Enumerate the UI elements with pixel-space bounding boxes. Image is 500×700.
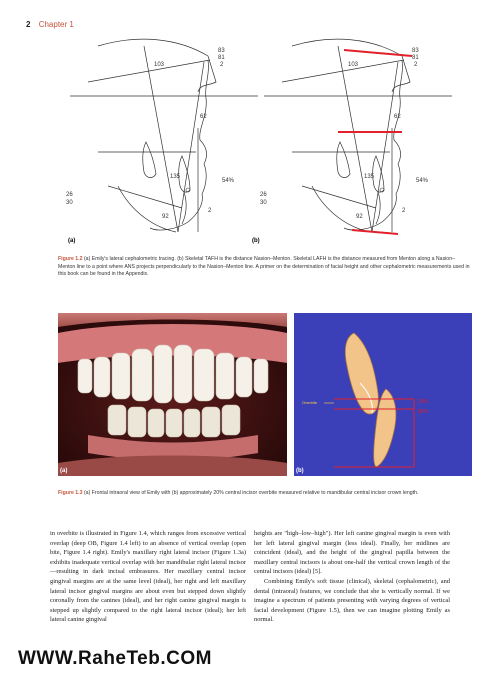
- body-paragraph: Combining Emily's soft tissue (clinical), skeletal (cephalometric), and dental (intraoral) features, we conclude that she is vertically normal. If we imagine a spectrum of patients presenting with varying degrees of vertical facial development (Figure 1.5), then we can imagine plotting Emily as normal.: [254, 577, 450, 624]
- val-26-label: 26: [260, 192, 267, 198]
- figure-1-3-label: Figure 1.3: [58, 490, 83, 496]
- angle-135-label: 135: [170, 174, 181, 180]
- cephalometric-tracing-a: [58, 36, 258, 246]
- frac-2-label: 2: [220, 62, 224, 68]
- panel-letter-a: (a): [68, 238, 76, 244]
- val-92-label: 92: [162, 214, 169, 220]
- body-paragraph: heights are "high–low–high"). Her left canine gingival margin is even with her left lateral gingival margin (less ideal). Finally, her midlines are coincident (ideal), and the height of the gingival papilla between the maxillary central incisors is about one-half the vertical crown length of the central incisors (ideal) [5].: [254, 530, 450, 576]
- panel-letter-photo: (a): [60, 468, 68, 474]
- figure-1-2-caption: [58, 256, 472, 279]
- percent-label: 54%: [416, 178, 429, 184]
- figure-1-3-caption: [58, 490, 472, 498]
- angle-103-label: 103: [154, 62, 165, 68]
- panel-letter-diagram: (b): [296, 468, 304, 474]
- cephalometric-tracing-b: [252, 36, 452, 246]
- val-92-label: 92: [356, 214, 363, 220]
- frac-83-label: 83: [412, 48, 419, 54]
- small-2-label: 2: [208, 208, 212, 214]
- frac-81-label: 81: [218, 55, 225, 61]
- frac-81-label: 81: [412, 55, 419, 61]
- angle-62-label: 62: [394, 114, 401, 120]
- watermark: WWW.RaheTeb.COM: [18, 648, 212, 669]
- figure-1-2-label: Figure 1.2: [58, 256, 83, 262]
- panel-letter-b: (b): [252, 238, 260, 244]
- figure-1-3-text: (a) Frontal intraoral view of Emily with (b) approximately 20% central incisor overbite measured relative to mandibular central incisor crown length.: [82, 490, 419, 496]
- angle-103-label: 103: [348, 62, 359, 68]
- angle-135-label: 135: [364, 174, 375, 180]
- intraoral-photo: [58, 313, 287, 476]
- body-left-column: [50, 529, 246, 625]
- small-2-label: 2: [402, 208, 406, 214]
- facial-height-lines: [338, 50, 412, 234]
- percent-label: 54%: [222, 178, 235, 184]
- figure-1-2-text: (a) Emily's lateral cephalometric tracing. (b) Skeletal TAFH is the distance Nasion–Menton. Skeletal LAFH is the distance measured from Menton along a Nasion–Menton line to a point where ANS projects perpendicularly to the Nasion–Menton line. A primer on the determination of facial height and other cephalometric measurements used in this book can be found in the Appendix.: [58, 256, 470, 277]
- body-right-column: [254, 529, 450, 625]
- overbite-20-label: 20%: [418, 399, 429, 405]
- chapter-title: Chapter 1: [38, 20, 74, 29]
- incisor-overbite-diagram: [294, 313, 472, 476]
- overbite-label: Overbite: [302, 400, 318, 405]
- body-paragraph: in overbite is illustrated in Figure 1.4, which ranges from excessive vertical overlap (deep OB, Figure 1.4 left) to an absence of vertical overlap (open bite, Figure 1.4 right). Emily's maxillary right lateral incisor (Figure 1.3a) exhibits inadequate vertical overlap with her mandibular right lateral incisor—resulting in dark incisal embrasures. Her maxillary central incisor gingival margins are at the same level (ideal), her right and left maxillary lateral incisor gingival margins are about even but stepped down slightly coronally from the canines (ideal), and her right canine gingival margin is stepped up slightly compared to the right lateral incisor (ideal); her left lateral canine gingival: [50, 530, 246, 624]
- page-number: 2: [26, 20, 31, 29]
- angle-62-label: 62: [200, 114, 207, 120]
- overbite-80-label: 80%: [418, 409, 429, 415]
- page-header: [26, 20, 74, 29]
- val-30-label: 30: [66, 200, 73, 206]
- frac-2-label: 2: [414, 62, 418, 68]
- val-26-label: 26: [66, 192, 73, 198]
- frac-83-label: 83: [218, 48, 225, 54]
- val-30-label: 30: [260, 200, 267, 206]
